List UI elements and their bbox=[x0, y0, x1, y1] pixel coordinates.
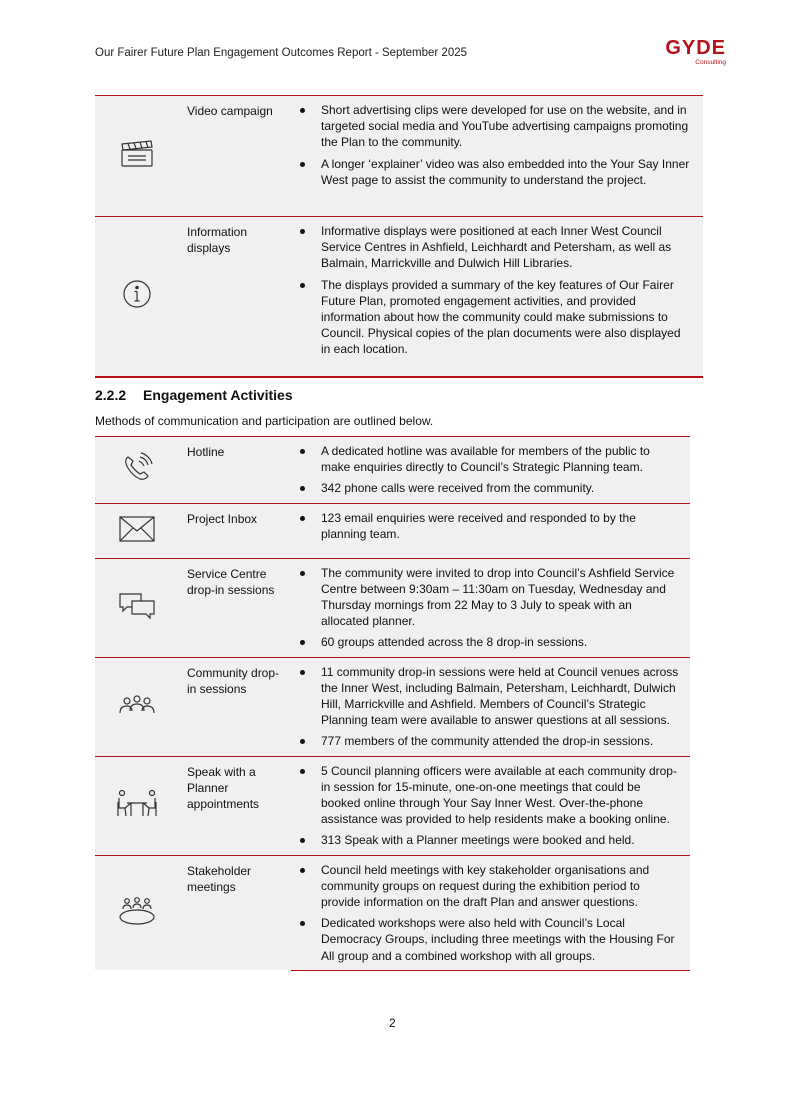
table-row bbox=[95, 217, 703, 377]
table-row bbox=[95, 558, 690, 657]
row-icon-cell bbox=[95, 96, 179, 217]
table-row bbox=[95, 437, 690, 504]
row-icon-cell bbox=[95, 558, 179, 657]
envelope-icon bbox=[118, 515, 156, 543]
communication-table bbox=[95, 95, 703, 378]
activity-type: Speak with a Planner appointments bbox=[179, 756, 291, 855]
engagement-activities-table bbox=[95, 436, 690, 971]
list-item: Short advertising clips were developed for use on the website, and in targeted social media and YouTube advertising campaigns promoting the Plan to the community. bbox=[321, 102, 693, 151]
activity-type: Community drop-in sessions bbox=[179, 657, 291, 756]
list-item: 342 phone calls were received from the community. bbox=[321, 480, 680, 496]
list-item: 5 Council planning officers were available at each community drop-in session for 15-minute, one-on-one meetings that could be booked online through Your Say Inner West. Over-the-phone assistance was provided to help residents make a booking online. bbox=[321, 763, 680, 828]
activity-details bbox=[291, 217, 703, 377]
section-number: 2.2.2 bbox=[95, 387, 127, 403]
section-title: Engagement Activities bbox=[143, 387, 293, 403]
row-icon-cell bbox=[95, 855, 179, 970]
row-icon-cell bbox=[95, 437, 179, 504]
activity-details bbox=[291, 558, 690, 657]
list-item: The community were invited to drop into Council’s Ashfield Service Centre between 9:30am – 11:30am on Tuesday, Wednesday and Thursday mornings from 22 May to 3 July to speak with an allocated planner. bbox=[321, 565, 680, 630]
list-item: Informative displays were positioned at each Inner West Council Service Centres in Ashfield, Leichhardt and Petersham, as well as Balmain, Marrickville and Dulwich Hill Libraries. bbox=[321, 223, 693, 272]
list-item: 313 Speak with a Planner meetings were booked and held. bbox=[321, 832, 680, 848]
table-row bbox=[95, 503, 690, 558]
list-item: A longer ‘explainer’ video was also embedded into the Your Say Inner West page to assist the community to understand the project. bbox=[321, 156, 693, 188]
list-item: 123 email enquiries were received and responded to by the planning team. bbox=[321, 510, 680, 542]
activity-type: Video campaign bbox=[179, 96, 291, 217]
row-icon-cell bbox=[95, 217, 179, 377]
list-item: The displays provided a summary of the key features of Our Fairer Future Plan, promoted engagement activities, and provided information about how the community could make submissions to Council. Physical copies of the plan documents were also displayed in each location. bbox=[321, 277, 693, 358]
round-table-icon bbox=[117, 896, 157, 926]
phone-icon bbox=[120, 451, 154, 485]
list-item: Dedicated workshops were also held with Council’s Local Democracy Groups, including three meetings with the Housing For All group and a combined workshop with all groups. bbox=[321, 915, 680, 964]
page-number: 2 bbox=[389, 1016, 396, 1030]
list-item: 11 community drop-in sessions were held at Council venues across the Inner West, including Balmain, Petersham, Leichhardt, Dulwich Hill, Marrickville and Ashfield. Members of Council’s Strategic Planning team were available to answer questions at all sessions. bbox=[321, 664, 679, 728]
row-icon-cell bbox=[95, 756, 179, 855]
clapperboard-icon bbox=[120, 139, 154, 169]
list-item: 777 members of the community attended the drop-in sessions. bbox=[321, 733, 680, 749]
logo-subtitle: Consulting bbox=[695, 59, 726, 66]
row-icon-cell bbox=[95, 657, 179, 756]
people-group-icon bbox=[118, 693, 156, 717]
activity-type: Stakeholder meetings bbox=[179, 855, 291, 970]
header-title: Our Fairer Future Plan Engagement Outcomes Report - September 2025 bbox=[95, 47, 468, 59]
activity-type: Project Inbox bbox=[179, 503, 291, 558]
activity-details bbox=[291, 756, 690, 855]
table-row bbox=[95, 96, 703, 217]
speech-bubbles-icon bbox=[117, 591, 157, 621]
activity-details bbox=[291, 503, 690, 558]
table-row bbox=[95, 657, 690, 756]
activity-details bbox=[291, 657, 690, 756]
list-item: Council held meetings with key stakeholder organisations and community groups on request during the exhibition period to provide information on the draft Plan and answer questions. bbox=[321, 862, 680, 911]
activity-details bbox=[291, 96, 703, 217]
activity-type: Information displays bbox=[179, 217, 291, 377]
row-icon-cell bbox=[95, 503, 179, 558]
section-heading bbox=[95, 387, 293, 403]
section-intro: Methods of communication and participation are outlined below. bbox=[95, 414, 434, 428]
meeting-table-icon bbox=[115, 788, 159, 820]
activity-type: Service Centre drop-in sessions bbox=[179, 558, 291, 657]
list-item: A dedicated hotline was available for members of the public to make enquiries directly to Council’s Strategic Planning team. bbox=[321, 443, 680, 475]
table-row bbox=[95, 855, 690, 970]
gyde-logo bbox=[636, 38, 726, 70]
logo-wordmark: GYDE bbox=[665, 37, 726, 59]
activity-details bbox=[291, 437, 690, 504]
activity-type: Hotline bbox=[179, 437, 291, 504]
info-icon bbox=[121, 278, 153, 310]
activity-details bbox=[291, 855, 690, 970]
list-item: 60 groups attended across the 8 drop-in sessions. bbox=[321, 634, 680, 650]
table-row bbox=[95, 756, 690, 855]
